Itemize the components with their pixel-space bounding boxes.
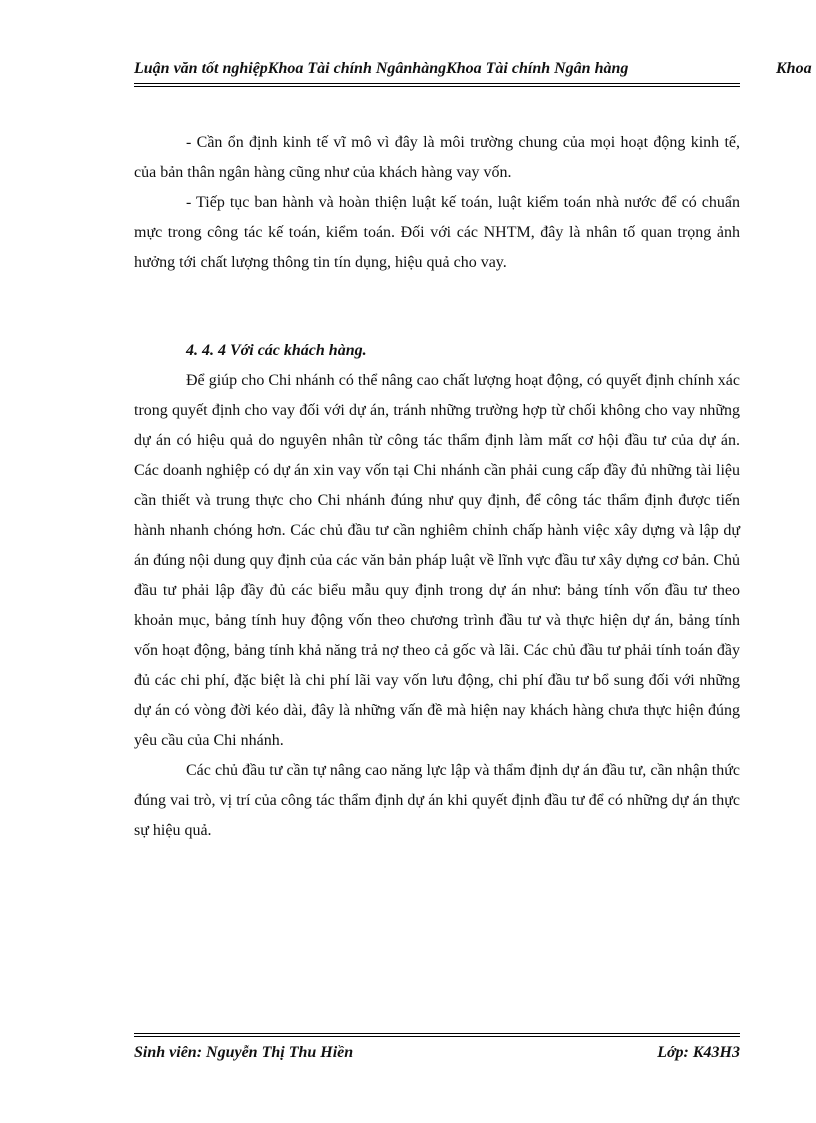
bullet-macro-stability: - Cần ổn định kinh tế vĩ mô vì đây là môi trường chung của mọi hoạt động kinh tế, của bản thân ngân hàng cũng như của khách hàng vay vốn. bbox=[134, 134, 740, 181]
paragraph-customers: Để giúp cho Chi nhánh có thể nâng cao chất lượng hoạt động, có quyết định chính xác trong quyết định cho vay đối với dự án, tránh những trường hợp từ chối không cho vay những dự án có hiệu quả do nguyên nhân từ công tác thẩm định làm mất cơ hội đầu tư của dự án. Các doanh nghiệp có dự án xin vay vốn tại Chi nhánh cần phải cung cấp đầy đủ những tài liệu cần thiết và trung thực cho Chi nhánh đúng như quy định, để công tác thẩm định được tiến hành nhanh chóng hơn. Các chủ đầu tư cần nghiêm chỉnh chấp hành việc xây dựng và lập dự án đúng nội dung quy định của các văn bản pháp luật về lĩnh vực đầu tư xây dựng cơ bản. Chủ đầu tư phải lập đầy đủ các biểu mẫu quy định trong dự án như: bảng tính vốn đầu tư theo khoản mục, bảng tính huy động vốn theo chương trình đầu tư và thực hiện dự án, bảng tính vốn hoạt động, bảng tính khả năng trả nợ theo cả gốc và lãi. Các chủ đầu tư phải tính toán đầy đủ các chi phí, đặc biệt là chi phí lãi vay vốn lưu động, chi phí đầu tư bổ sung đối với những dự án có vòng đời kéo dài, đây là những vấn đề mà hiện nay khách hàng chưa thực hiện đúng yêu cầu của Chi nhánh. bbox=[134, 372, 740, 749]
header-title-right: Khoa bbox=[776, 60, 812, 77]
header-rule bbox=[134, 83, 740, 84]
header-rule-double bbox=[134, 86, 740, 87]
footer-student: Sinh viên: Nguyễn Thị Thu Hiền bbox=[134, 1044, 354, 1061]
document-body bbox=[134, 128, 740, 846]
bullet-accounting-law: - Tiếp tục ban hành và hoàn thiện luật kế toán, luật kiểm toán nhà nước để có chuẩn mực trong công tác kế toán, kiểm toán. Đối với các NHTM, đây là nhân tố quan trọng ảnh hưởng tới chất lượng thông tin tín dụng, hiệu quả cho vay. bbox=[134, 194, 740, 271]
footer-rule bbox=[134, 1033, 740, 1034]
section-heading: 4. 4. 4 Với các khách hàng. bbox=[186, 342, 367, 359]
paragraph-investors: Các chủ đầu tư cần tự nâng cao năng lực lập và thẩm định dự án đầu tư, cần nhận thức đúng vai trò, vị trí của công tác thẩm định dự án khi quyết định đầu tư để có những dự án thực sự hiệu quả. bbox=[134, 762, 740, 839]
footer-class: Lớp: K43H3 bbox=[657, 1044, 740, 1061]
footer-rule-double bbox=[134, 1036, 740, 1037]
header-title: Luận văn tốt nghiệpKhoa Tài chính NgânhàngKhoa Tài chính Ngân hàng bbox=[134, 60, 629, 77]
